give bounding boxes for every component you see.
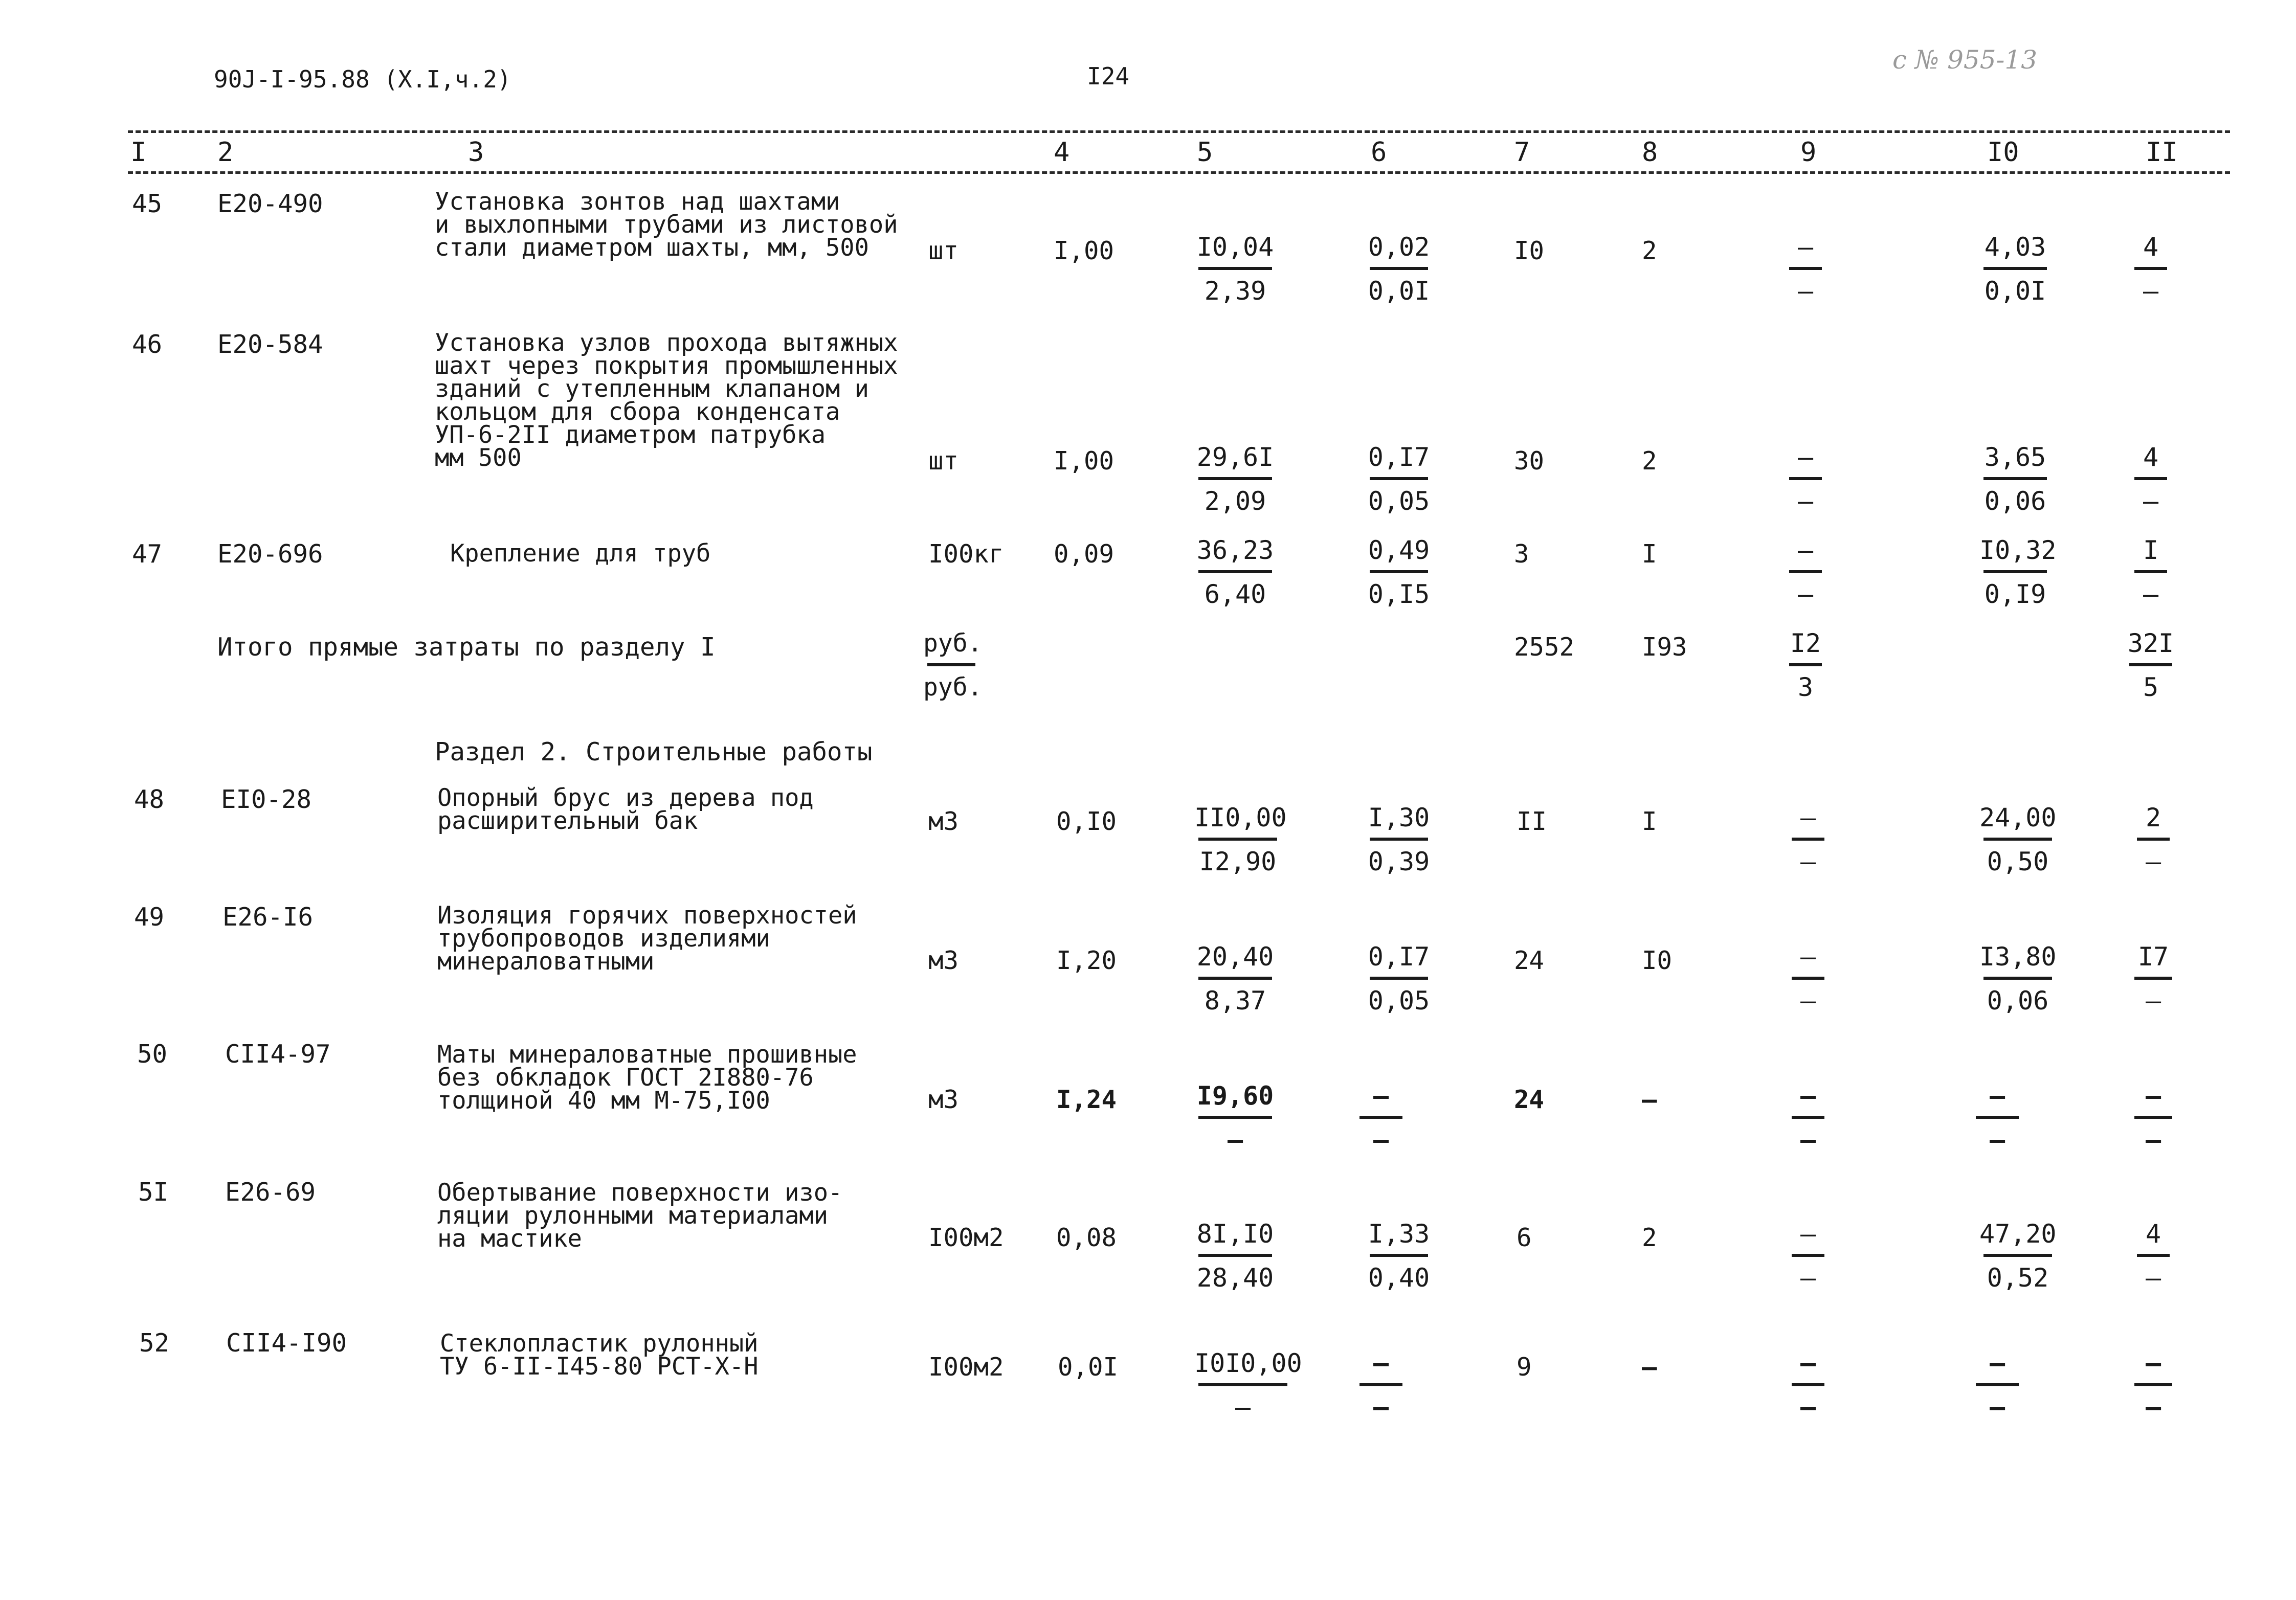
denominator: – <box>1800 1392 1816 1422</box>
wage-cost: I0 <box>1642 946 1673 975</box>
numerator: 0,02 <box>1368 232 1430 262</box>
wage-cost: 2 <box>1642 236 1657 265</box>
numerator: – <box>1797 535 1814 565</box>
denominator: 0,06 <box>1984 486 2046 516</box>
numerator: I9,60 <box>1196 1081 1274 1111</box>
subtotal-unit-fraction <box>923 627 983 703</box>
denominator: – <box>2145 1392 2161 1422</box>
numerator: – <box>1800 1348 1816 1378</box>
col11-fraction <box>2130 231 2171 307</box>
denominator: 0,39 <box>1368 847 1430 876</box>
col9-fraction <box>1785 534 1826 610</box>
denominator: – <box>1797 579 1814 609</box>
fraction-bar <box>2137 1254 2170 1257</box>
numerator: 4 <box>2143 442 2159 472</box>
machine-cost-fraction <box>1366 941 1432 1017</box>
fraction-bar <box>1370 1254 1428 1257</box>
numerator: 24,00 <box>1979 803 2057 832</box>
price-code: Е26-69 <box>225 1178 316 1207</box>
denominator: 0,52 <box>1987 1263 2049 1293</box>
denominator: 6,40 <box>1204 579 1266 609</box>
numerator: II0,00 <box>1194 803 1287 832</box>
numerator: 0,I7 <box>1368 442 1430 472</box>
numerator: I,30 <box>1368 803 1430 832</box>
denominator: – <box>1800 847 1816 876</box>
numerator: 36,23 <box>1196 535 1274 565</box>
fraction-bar <box>2134 977 2172 980</box>
denominator: – <box>1797 276 1814 306</box>
quantity: 0,0I <box>1058 1353 1119 1382</box>
header-rule-top <box>128 130 2230 133</box>
labor-fraction <box>1972 1080 2023 1156</box>
fraction-bar <box>1198 977 1272 980</box>
numerator: – <box>1800 1081 1816 1111</box>
fraction-bar <box>1983 838 2052 841</box>
numerator: 2 <box>2145 803 2161 832</box>
unit-cost-fraction <box>1194 802 1287 877</box>
col-num-4: 4 <box>1054 137 1070 168</box>
col9-fraction <box>1788 941 1829 1017</box>
numerator: руб. <box>923 629 983 658</box>
fraction-bar <box>1198 1116 1272 1119</box>
numerator: I0,04 <box>1196 232 1274 262</box>
fraction-bar <box>1983 977 2052 980</box>
denominator: 2,39 <box>1204 276 1266 306</box>
price-code: ЕI0-28 <box>221 785 312 814</box>
fraction-bar <box>1983 267 2047 270</box>
numerator: 32I <box>2127 628 2174 658</box>
machine-cost-fraction <box>1366 441 1432 517</box>
denominator: – <box>1373 1125 1389 1155</box>
unit-cost-fraction <box>1194 1218 1276 1294</box>
denominator: 28,40 <box>1196 1263 1274 1293</box>
work-description: Установка зонтов над шахтами и выхлопными трубами из листовой стали диаметром шахты, мм, 500 <box>435 188 898 262</box>
col-num-3: 3 <box>468 137 484 168</box>
numerator: 20,40 <box>1196 942 1274 972</box>
denominator: – <box>2145 1125 2161 1155</box>
price-code: Е20-584 <box>217 330 323 359</box>
denominator: 0,40 <box>1368 1263 1430 1293</box>
numerator: 29,6I <box>1196 442 1274 472</box>
unit-cost-fraction <box>1194 534 1276 610</box>
numerator: 8I,I0 <box>1196 1219 1274 1249</box>
handwritten-note: с № 955-13 <box>1892 45 2038 75</box>
denominator: 0,I5 <box>1368 579 1430 609</box>
labor-fraction <box>1979 231 2051 307</box>
col-num-11: II <box>2146 137 2178 168</box>
fraction-bar <box>1983 1254 2052 1257</box>
total-cost: 3 <box>1514 539 1529 569</box>
fraction-bar <box>1198 1254 1272 1257</box>
fraction-bar <box>2134 477 2167 480</box>
total-cost: I0 <box>1514 236 1545 265</box>
col11-fraction <box>2130 1080 2176 1156</box>
unit: м3 <box>928 1085 959 1114</box>
denominator: – <box>2145 1263 2161 1293</box>
denominator: – <box>1989 1392 2005 1422</box>
unit: I00кг <box>928 539 1004 569</box>
numerator: I <box>2143 535 2159 565</box>
numerator: I3,80 <box>1979 942 2057 972</box>
denominator: 0,I9 <box>1984 579 2046 609</box>
numerator: 3,65 <box>1984 442 2046 472</box>
unit-cost-fraction <box>1194 1347 1302 1423</box>
row-number: 46 <box>132 330 163 359</box>
denominator: – <box>2143 579 2159 609</box>
fraction-bar <box>2129 663 2172 666</box>
denominator: – <box>1800 986 1816 1016</box>
numerator: – <box>1989 1081 2005 1111</box>
total-cost: 6 <box>1517 1223 1532 1252</box>
labor-fraction <box>1979 802 2056 877</box>
row-number: 50 <box>137 1040 168 1069</box>
numerator: – <box>1797 442 1814 472</box>
numerator: 47,20 <box>1979 1219 2057 1249</box>
work-description: Стеклопластик рулонный ТУ 6-II-I45-80 РСТ-Х-Н <box>440 1329 759 1381</box>
col9-fraction <box>1788 1080 1829 1156</box>
numerator: – <box>2145 1081 2161 1111</box>
denominator: – <box>1797 486 1814 516</box>
fraction-bar <box>1792 1254 1824 1257</box>
row-number: 45 <box>132 189 163 218</box>
labor-fraction <box>1979 441 2051 517</box>
total-cost: 24 <box>1514 1085 1545 1114</box>
numerator: – <box>2145 1348 2161 1378</box>
wage-cost: 2 <box>1642 446 1657 476</box>
fraction-bar <box>1789 267 1822 270</box>
denominator: I2,90 <box>1199 847 1277 876</box>
col9-fraction <box>1788 1347 1829 1423</box>
labor-fraction <box>1979 941 2056 1017</box>
work-description: Крепление для труб <box>450 539 711 568</box>
denominator: – <box>1800 1125 1816 1155</box>
denominator: – <box>2143 486 2159 516</box>
quantity: I,00 <box>1054 446 1114 476</box>
unit-cost-fraction <box>1194 441 1276 517</box>
fraction-bar <box>2134 267 2167 270</box>
price-code: Е20-696 <box>217 539 323 569</box>
denominator: – <box>1373 1392 1389 1422</box>
row-number: 49 <box>134 903 165 932</box>
denominator: 0,50 <box>1987 847 2049 876</box>
header-rule-bottom <box>128 171 2230 174</box>
col-num-9: 9 <box>1800 137 1817 168</box>
numerator: – <box>1800 803 1816 832</box>
machine-cost-fraction <box>1355 1080 1407 1156</box>
fraction-bar <box>1198 570 1272 573</box>
fraction-bar <box>1359 1116 1402 1119</box>
fraction-bar <box>1792 1383 1824 1386</box>
fraction-bar <box>1976 1116 2019 1119</box>
col-num-5: 5 <box>1197 137 1213 168</box>
machine-cost-fraction <box>1366 231 1432 307</box>
machine-cost-fraction <box>1366 1218 1432 1294</box>
numerator: – <box>1989 1348 2005 1378</box>
quantity: 0,08 <box>1056 1223 1117 1252</box>
fraction-bar <box>1983 570 2047 573</box>
col11-fraction <box>2130 941 2176 1017</box>
col9-fraction <box>1788 1218 1829 1294</box>
numerator: 0,I7 <box>1368 942 1430 972</box>
col11-fraction <box>2130 441 2171 517</box>
fraction-bar <box>1370 267 1428 270</box>
wage-cost: – <box>1642 1085 1657 1114</box>
numerator: I0,32 <box>1979 535 2057 565</box>
denominator: 0,05 <box>1368 486 1430 516</box>
fraction-bar <box>1792 1116 1824 1119</box>
machine-cost-fraction <box>1366 534 1432 610</box>
denominator: руб. <box>923 673 983 702</box>
labor-fraction <box>1979 534 2057 610</box>
col11-fraction <box>2130 1347 2176 1423</box>
work-description: Установка узлов прохода вытяжных шахт через покрытия промышленных зданий с утепленным клапаном и кольцом для сбора конденсата УП-6-2II диаметром патрубка мм 500 <box>435 329 898 472</box>
fraction-bar <box>1198 838 1277 841</box>
quantity: I,00 <box>1054 236 1114 265</box>
quantity: 0,I0 <box>1056 807 1117 836</box>
numerator: – <box>1373 1348 1389 1378</box>
unit: шт <box>928 236 959 265</box>
numerator: I7 <box>2137 942 2169 972</box>
unit: м3 <box>928 807 959 836</box>
fraction-bar <box>1789 663 1822 666</box>
denominator: 0,06 <box>1987 986 2049 1016</box>
denominator: – <box>2145 847 2161 876</box>
numerator: 0,49 <box>1368 535 1430 565</box>
fraction-bar <box>2134 570 2167 573</box>
numerator: I,33 <box>1368 1219 1430 1249</box>
quantity: I,20 <box>1056 946 1117 975</box>
labor-fraction <box>1979 1218 2056 1294</box>
denominator: 0,05 <box>1368 986 1430 1016</box>
col11-fraction <box>2130 534 2171 610</box>
numerator: 4 <box>2145 1219 2161 1249</box>
subtotal-col11-fraction <box>2125 627 2176 703</box>
row-number: 48 <box>134 785 165 814</box>
col-num-6: 6 <box>1371 137 1387 168</box>
col-num-7: 7 <box>1514 137 1530 168</box>
wage-cost: I <box>1642 807 1657 836</box>
subtotal-wage-cost: I93 <box>1642 633 1687 662</box>
numerator: – <box>1797 232 1814 262</box>
price-code: Е20-490 <box>217 189 323 218</box>
fraction-bar <box>1792 838 1824 841</box>
subtotal-col9-fraction <box>1785 627 1826 703</box>
denominator: 0,0I <box>1368 276 1430 306</box>
denominator: – <box>1800 1263 1816 1293</box>
machine-cost-fraction <box>1355 1347 1407 1423</box>
quantity: 0,09 <box>1054 539 1114 569</box>
fraction-bar <box>2137 838 2170 841</box>
numerator: 4,03 <box>1984 232 2046 262</box>
labor-fraction <box>1972 1347 2023 1423</box>
total-cost: II <box>1517 807 1547 836</box>
price-code: СII4-I90 <box>226 1328 347 1358</box>
fraction-bar <box>1792 977 1824 980</box>
unit: м3 <box>928 946 959 975</box>
col-num-8: 8 <box>1642 137 1658 168</box>
page-number: I24 <box>1087 62 1130 90</box>
numerator: I0I0,00 <box>1194 1348 1302 1378</box>
col-num-2: 2 <box>217 137 234 168</box>
denominator: – <box>1235 1392 1251 1422</box>
work-description: Маты минераловатные прошивные без обкладок ГОСТ 2I880-76 толщиной 40 мм М-75,I00 <box>437 1041 857 1115</box>
unit: I00м2 <box>928 1223 1004 1252</box>
subtotal-label: Итого прямые затраты по разделу I <box>217 633 716 662</box>
wage-cost: – <box>1642 1353 1657 1382</box>
fraction-bar <box>1789 570 1822 573</box>
work-description: Опорный брус из дерева под расширительный бак <box>437 784 814 835</box>
section-title: Раздел 2. Строительные работы <box>435 737 873 767</box>
fraction-bar <box>1198 267 1272 270</box>
numerator: – <box>1800 942 1816 972</box>
denominator: – <box>1227 1125 1243 1155</box>
denominator: – <box>2145 986 2161 1016</box>
fraction-bar <box>2134 1383 2172 1386</box>
subtotal-total-cost: 2552 <box>1514 633 1575 662</box>
fraction-bar <box>1976 1383 2019 1386</box>
col11-fraction <box>2133 1218 2174 1294</box>
fraction-bar <box>2134 1116 2172 1119</box>
col9-fraction <box>1785 441 1826 517</box>
unit: I00м2 <box>928 1353 1004 1382</box>
numerator: – <box>1373 1081 1389 1111</box>
work-description: Изоляция горячих поверхностей трубопроводов изделиями минераловатными <box>437 902 857 976</box>
unit: шт <box>928 446 959 476</box>
total-cost: 9 <box>1517 1353 1532 1382</box>
price-code: Е26-I6 <box>222 903 314 932</box>
denominator: 0,0I <box>1984 276 2046 306</box>
denominator: 8,37 <box>1204 986 1266 1016</box>
fraction-bar <box>1789 477 1822 480</box>
row-number: 5I <box>138 1178 169 1207</box>
unit-cost-fraction <box>1194 1080 1276 1156</box>
denominator: 2,09 <box>1204 486 1266 516</box>
row-number: 47 <box>132 539 163 569</box>
col-num-1: I <box>130 137 147 168</box>
denominator: – <box>1989 1125 2005 1155</box>
fraction-bar <box>1359 1383 1402 1386</box>
price-code: СII4-97 <box>225 1040 331 1069</box>
denominator: 3 <box>1797 672 1814 702</box>
work-description: Обертывание поверхности изо- ляции рулонными материалами на мастике <box>437 1179 843 1253</box>
fraction-bar <box>1198 1383 1287 1386</box>
unit-cost-fraction <box>1194 941 1276 1017</box>
col-num-10: I0 <box>1987 137 2019 168</box>
fraction-bar <box>1198 477 1272 480</box>
denominator: – <box>2143 276 2159 306</box>
numerator: 4 <box>2143 232 2159 262</box>
fraction-bar <box>1370 977 1428 980</box>
fraction-bar <box>927 663 975 666</box>
numerator: – <box>1800 1219 1816 1249</box>
denominator: 5 <box>2143 672 2159 702</box>
row-number: 52 <box>139 1328 170 1358</box>
total-cost: 30 <box>1514 446 1545 476</box>
fraction-bar <box>1983 477 2047 480</box>
quantity: I,24 <box>1056 1085 1117 1114</box>
document-code: 90Ј-I-95.88 (X.I,ч.2) <box>214 65 511 93</box>
fraction-bar <box>1370 570 1428 573</box>
fraction-bar <box>1370 838 1428 841</box>
numerator: I2 <box>1790 628 1821 658</box>
col11-fraction <box>2133 802 2174 877</box>
unit-cost-fraction <box>1194 231 1276 307</box>
fraction-bar <box>1370 477 1428 480</box>
col9-fraction <box>1785 231 1826 307</box>
wage-cost: I <box>1642 539 1657 569</box>
col9-fraction <box>1788 802 1829 877</box>
total-cost: 24 <box>1514 946 1545 975</box>
machine-cost-fraction <box>1366 802 1432 877</box>
wage-cost: 2 <box>1642 1223 1657 1252</box>
